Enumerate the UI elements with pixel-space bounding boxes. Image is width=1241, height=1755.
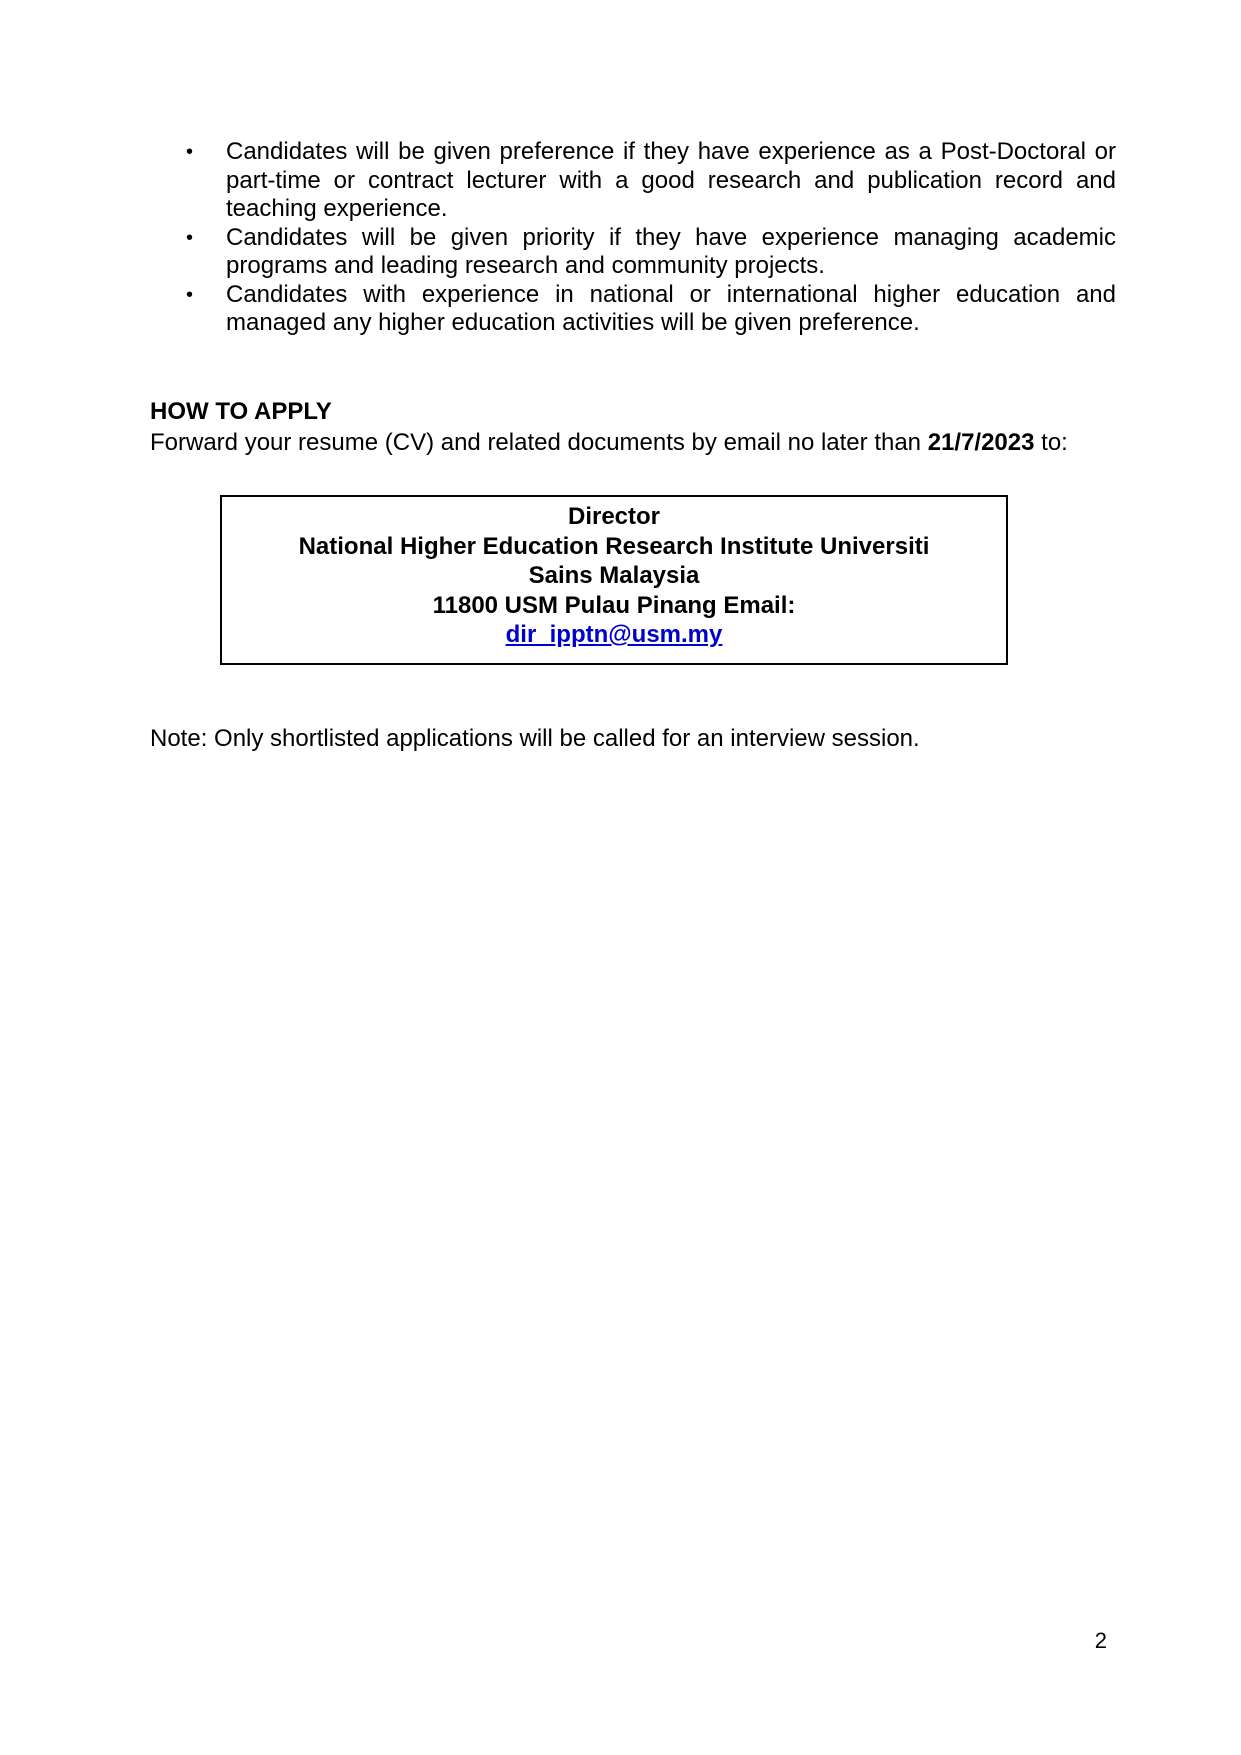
bullet-text: Candidates will be given preference if they have experience as a Post-Doctoral or part-time or contract lecturer with a good research and publication record and teaching experience. (226, 138, 1116, 222)
address-box (220, 495, 1008, 665)
list-item (186, 281, 1116, 338)
apply-instruction (150, 428, 1068, 458)
shortlist-note: Note: Only shortlisted applications will be called for an interview session. (150, 725, 920, 752)
list-item (186, 224, 1116, 281)
instruction-suffix: to: (1034, 429, 1068, 456)
page-number: 2 (1094, 1628, 1107, 1653)
address-recipient: Director (567, 503, 661, 530)
bullet-icon (186, 224, 206, 253)
bullet-text: Candidates with experience in national or international higher education and managed any higher education activities will be given preference. (226, 280, 1116, 336)
list-item (186, 138, 1116, 224)
address-postal: 11800 USM Pulau Pinang Email: (432, 591, 796, 619)
bullet-icon (186, 138, 206, 167)
address-email-line (222, 620, 1006, 650)
deadline-date: 21/7/2023 (927, 429, 1035, 456)
how-to-apply-heading: HOW TO APPLY (150, 398, 332, 425)
email-link[interactable]: dir_ipptn@usm.my (505, 621, 723, 648)
address-university: Sains Malaysia (528, 562, 700, 589)
bullet-icon (186, 281, 206, 310)
address-institute: National Higher Education Research Institute Universiti (298, 532, 930, 560)
preference-bullet-list (186, 138, 1116, 338)
bullet-text: Candidates will be given priority if they have experience managing academic programs and leading research and community projects. (226, 223, 1116, 279)
instruction-text: Forward your resume (CV) and related documents by email no later than (150, 429, 928, 456)
